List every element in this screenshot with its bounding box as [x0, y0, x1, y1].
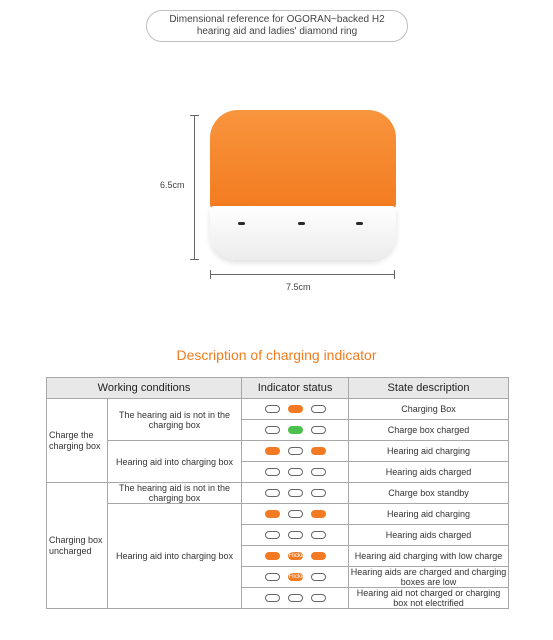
table-row	[47, 399, 509, 420]
charging-case-image	[210, 110, 396, 260]
indicator-lights	[242, 510, 348, 518]
led-off-icon	[265, 594, 280, 602]
led-off-icon	[265, 405, 280, 413]
led-green-icon	[288, 426, 303, 434]
indicator-lights	[242, 405, 348, 413]
height-dimension-cap	[190, 115, 199, 116]
led-orange-icon	[265, 510, 280, 518]
indicator-lights	[242, 594, 348, 602]
state-cell: Hearing aid charging	[349, 441, 509, 462]
width-dimension-line	[210, 274, 395, 275]
led-orange-icon	[288, 405, 303, 413]
led-flicker-icon: Flicker	[288, 574, 307, 580]
width-label: 7.5cm	[286, 282, 311, 292]
state-cell: Hearing aid charging	[349, 504, 509, 525]
led-off-icon	[311, 573, 326, 581]
led-off-icon	[311, 405, 326, 413]
indicator-lights	[242, 426, 348, 434]
state-cell: Charge box standby	[349, 483, 509, 504]
led-off-icon	[288, 531, 303, 539]
height-dimension-cap	[190, 259, 199, 260]
header-working-conditions: Working conditions	[47, 378, 242, 399]
header-state-description: State description	[349, 378, 509, 399]
indicator-light-left	[238, 222, 245, 225]
condition-not-in-box: The hearing aid is not in the charging box	[108, 483, 242, 504]
case-lid	[210, 110, 396, 210]
condition-into-box: Hearing aid into charging box	[108, 504, 242, 609]
led-off-icon	[265, 468, 280, 476]
section-title: Description of charging indicator	[176, 347, 377, 363]
led-orange-icon	[265, 447, 280, 455]
condition-not-in-box: The hearing aid is not in the charging box	[108, 399, 242, 441]
led-off-icon	[288, 489, 303, 497]
led-off-icon	[265, 426, 280, 434]
led-flicker-icon: Flicker	[288, 553, 307, 559]
led-off-icon	[288, 447, 303, 455]
table-row	[47, 504, 509, 525]
header-indicator-status: Indicator status	[242, 378, 349, 399]
height-label: 6.5cm	[160, 180, 185, 190]
table-row	[47, 441, 509, 462]
indicator-lights	[242, 489, 348, 497]
led-orange-icon	[311, 510, 326, 518]
height-dimension-line	[194, 115, 195, 260]
led-off-icon	[288, 468, 303, 476]
indicator-lights	[242, 573, 348, 581]
led-off-icon	[311, 531, 326, 539]
width-dimension-cap	[394, 270, 395, 279]
state-cell: Hearing aids charged	[349, 462, 509, 483]
indicator-cell	[242, 588, 349, 609]
group-label-box-uncharged: Charging box uncharged	[47, 483, 108, 609]
state-cell: Hearing aid charging with low charge	[349, 546, 509, 567]
indicator-lights	[242, 468, 348, 476]
led-orange-icon	[311, 447, 326, 455]
indicator-cell	[242, 441, 349, 462]
state-cell: Hearing aid not charged or charging box not electrified	[349, 588, 509, 609]
indicator-cell	[242, 504, 349, 525]
led-off-icon	[311, 594, 326, 602]
state-cell: Hearing aids are charged and charging boxes are low	[349, 567, 509, 588]
indicator-cell	[242, 483, 349, 504]
indicator-lights	[242, 531, 348, 539]
title-line-1: Dimensional reference for OGORAN~backed H2	[169, 14, 385, 25]
state-cell: Charging Box	[349, 399, 509, 420]
state-cell: Charge box charged	[349, 420, 509, 441]
indicator-cell	[242, 462, 349, 483]
indicator-cell	[242, 420, 349, 441]
led-off-icon	[311, 468, 326, 476]
indicator-table	[46, 377, 509, 609]
led-off-icon	[288, 594, 303, 602]
led-off-icon	[265, 573, 280, 581]
title-banner	[146, 10, 408, 42]
indicator-lights	[242, 447, 348, 455]
indicator-cell	[242, 567, 349, 588]
condition-into-box: Hearing aid into charging box	[108, 441, 242, 483]
led-off-icon	[265, 489, 280, 497]
indicator-lights	[242, 552, 348, 560]
indicator-cell	[242, 525, 349, 546]
group-label-charge-box: Charge the charging box	[47, 399, 108, 483]
case-base	[210, 206, 396, 260]
led-off-icon	[311, 426, 326, 434]
led-off-icon	[311, 489, 326, 497]
led-off-icon	[265, 531, 280, 539]
indicator-light-center	[298, 222, 305, 225]
led-orange-icon	[265, 552, 280, 560]
led-orange-icon	[311, 552, 326, 560]
state-cell: Hearing aids charged	[349, 525, 509, 546]
indicator-light-right	[356, 222, 363, 225]
title-line-2: hearing aid and ladies' diamond ring	[196, 26, 358, 37]
table-header-row	[47, 378, 509, 399]
indicator-cell	[242, 546, 349, 567]
table-row	[47, 483, 509, 504]
indicator-cell	[242, 399, 349, 420]
width-dimension-cap	[210, 270, 211, 279]
led-off-icon	[288, 510, 303, 518]
